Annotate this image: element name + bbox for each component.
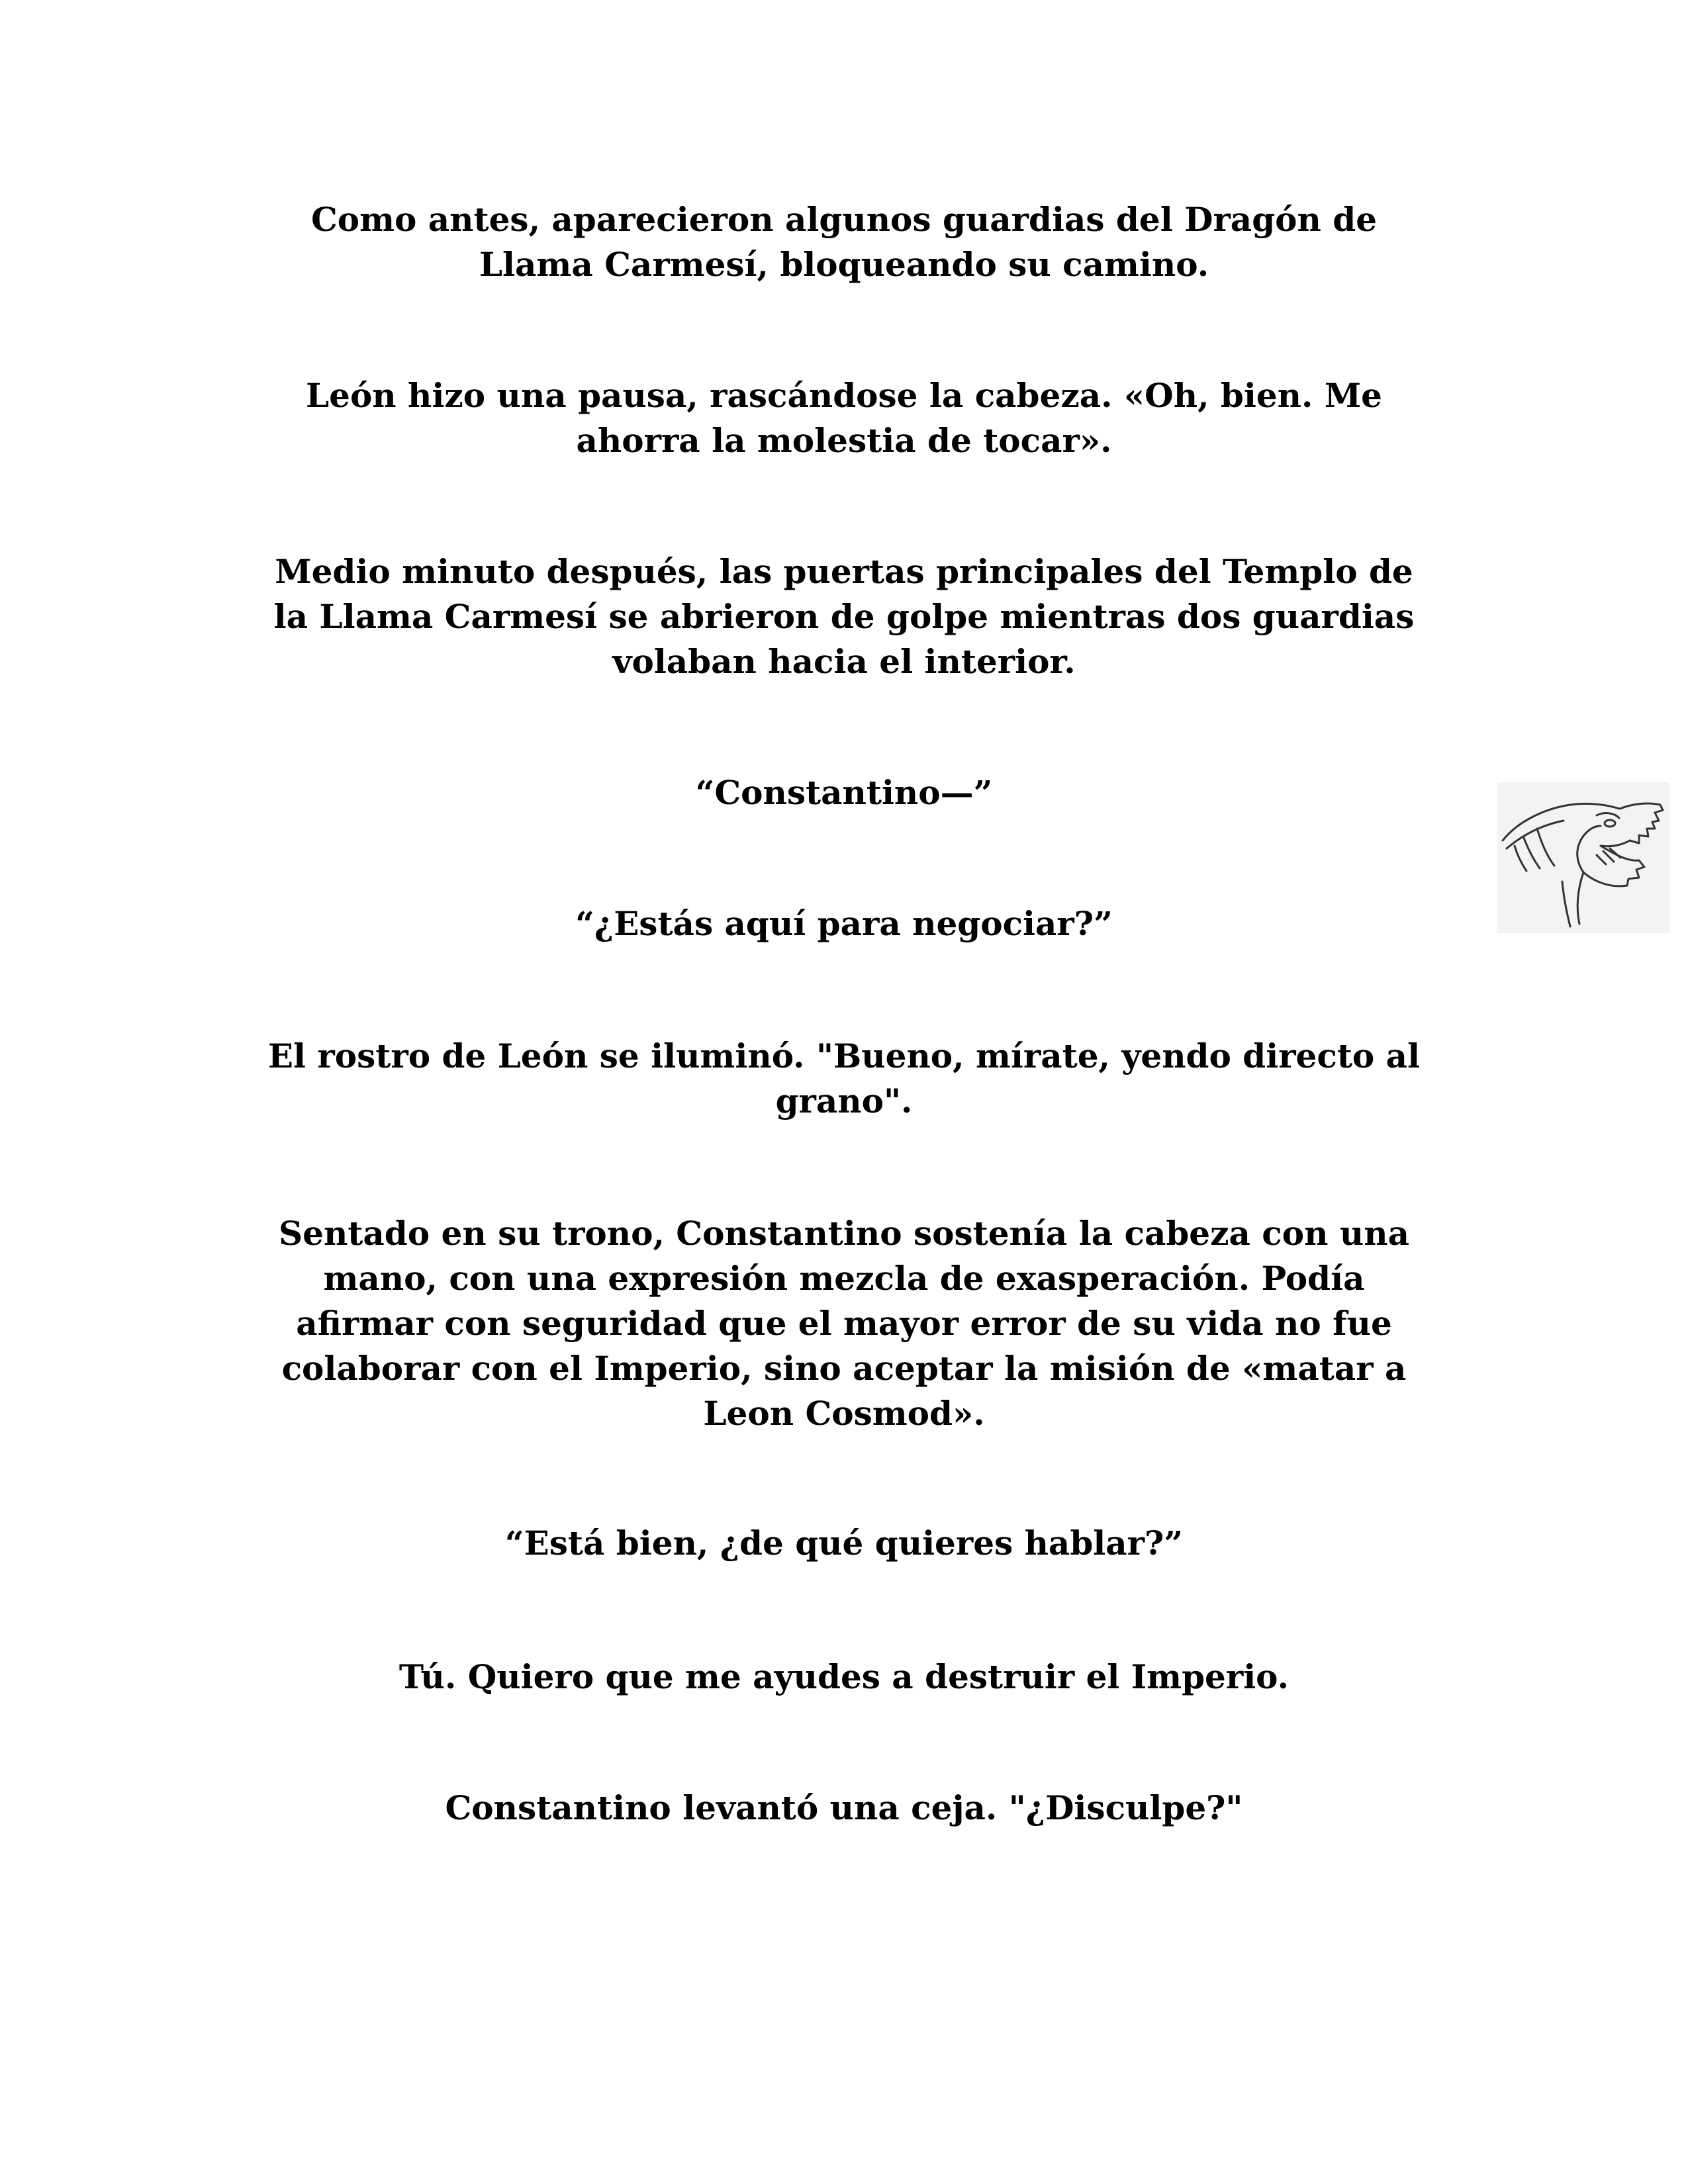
paragraph-5: “¿Estás aquí para negociar?” xyxy=(575,904,1113,943)
paragraph-3: Medio minuto después, las puertas principales del Templo de la Llama Carmesí se abrieron de golpe mientras dos guardias volaban hacia el interior. xyxy=(273,552,1415,681)
paragraph-4: “Constantino—” xyxy=(695,773,993,812)
paragraph-6: El rostro de León se iluminó. "Bueno, mírate, yendo directo al grano". xyxy=(267,1036,1421,1120)
paragraph-9: Tú. Quiero que me ayudes a destruir el Imperio. xyxy=(399,1657,1289,1696)
dinosaur-head-sketch-icon xyxy=(1497,782,1669,933)
paragraph-7: Sentado en su trono, Constantino sostenía la cabeza con una mano, con una expresión mezcla de exasperación. Podía afirmar con seguridad que el mayor error de su vida no fue colaborar con el Imperio, sino aceptar la misión de «matar a Leon Cosmod». xyxy=(279,1214,1409,1433)
paragraph-8: “Está bien, ¿de qué quieres hablar?” xyxy=(504,1524,1184,1563)
paragraph-10: Constantino levantó una ceja. "¿Disculpe?" xyxy=(445,1788,1243,1827)
paragraph-1: Como antes, aparecieron algunos guardias del Dragón de Llama Carmesí, bloqueando su camino. xyxy=(310,200,1378,284)
paragraph-2: León hizo una pausa, rascándose la cabeza. «Oh, bien. Me ahorra la molestia de tocar». xyxy=(305,376,1382,460)
